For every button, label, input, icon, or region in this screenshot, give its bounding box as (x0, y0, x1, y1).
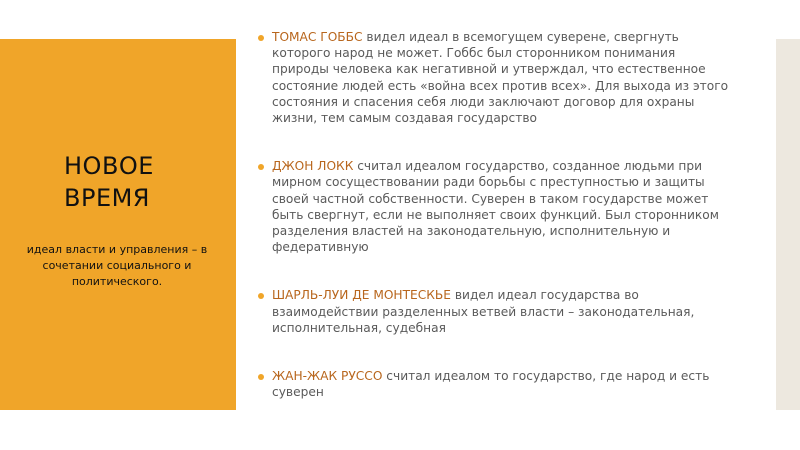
paragraph-text: считал идеалом то государство, где народ и есть суверен (272, 369, 710, 400)
title-line-2: ВРЕМЯ (64, 184, 150, 212)
bullet-icon (258, 35, 264, 41)
list-item-rousseau (258, 368, 733, 400)
title-line-1: НОВОЕ (64, 152, 154, 180)
philosopher-name: ДЖОН ЛОКК (272, 159, 354, 174)
paragraph-text: видел идеал государства во взаимодействии разделенных ветвей власти – законодательная, исполнительная, судебная (272, 288, 695, 335)
paragraph-text: видел идеал в всемогущем суверене, свергнуть которого народ не может. Гоббс был сторонником понимания природы человека как негативной и утверждал, что естественное состояние людей есть «война всех против всех». Для выхода из этого состояния и спасения себя люди заключают договор для охраны жизни, тем самым создавая государство (272, 30, 729, 126)
list-item-montesquieu (258, 287, 733, 336)
slide-subtitle: идеал власти и управления – в сочетании социального и политического. (26, 243, 208, 288)
side-decoration-strip (776, 39, 800, 410)
title-panel (0, 39, 236, 410)
list-item-locke (258, 158, 733, 255)
bullet-icon (258, 164, 264, 170)
list-item-hobbes (258, 29, 733, 126)
philosopher-name: ТОМАС ГОББС (272, 30, 363, 44)
philosopher-name: ЖАН-ЖАК РУССО (272, 369, 383, 384)
content-list (258, 29, 733, 400)
bullet-icon (258, 293, 264, 299)
slide-title (64, 150, 154, 214)
bullet-icon (258, 374, 264, 380)
paragraph-text: считал идеалом государство, созданное людьми при мирном сосуществовании ради борьбы с преступностью и защиты своей частной собственности. Суверен в таком государстве может быть свергнут, если не выполняет своих функций. Был сторонником разделения властей на законодательную, исполнительную и федеративную (272, 159, 719, 255)
philosopher-name: ШАРЛЬ-ЛУИ ДЕ МОНТЕСКЬЕ (272, 288, 451, 303)
